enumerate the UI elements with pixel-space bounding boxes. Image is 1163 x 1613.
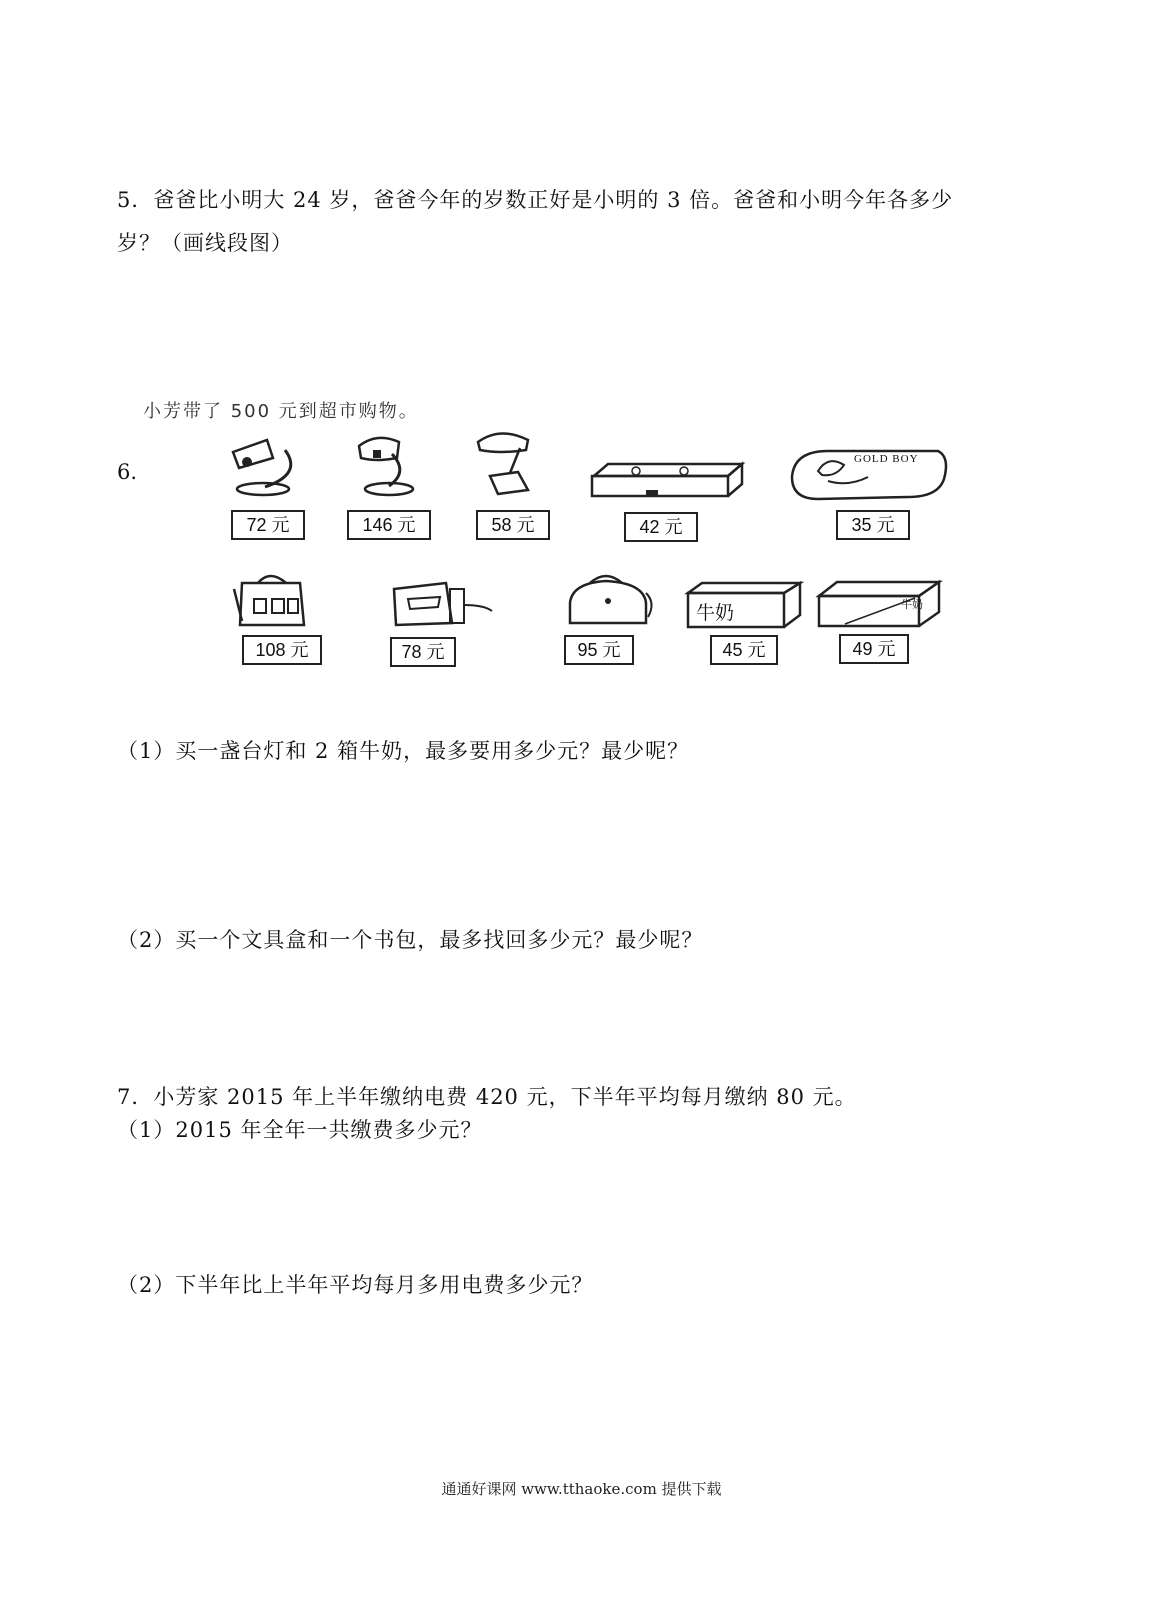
footer-text: 通通好课网 www.tthaoke.com 提供下载 <box>441 1480 722 1498</box>
desk-lamp-icon <box>347 432 437 502</box>
item-lamp-2 <box>347 432 437 542</box>
item-bag-3 <box>562 573 662 668</box>
q6-sub-2: （2）买一个文具盒和一个书包，最多找回多少元？最少呢？ <box>117 928 704 952</box>
price-tag: 146 元 <box>347 510 431 540</box>
item-pencil-case-2 <box>788 447 952 542</box>
q7-sub-2: （2）下半年比上半年平均每月多用电费多少元？ <box>117 1273 594 1297</box>
item-bag-2 <box>388 575 498 668</box>
price-tag: 72 元 <box>231 510 305 540</box>
gold-boy-logo: GOLD BOY <box>854 453 919 465</box>
desk-lamp-icon <box>470 428 560 502</box>
q6-number: 6. <box>117 460 138 484</box>
item-lamp-1 <box>225 432 315 542</box>
milk-label: 牛奶 <box>901 598 923 611</box>
q5-line-1: 5．爸爸比小明大 24 岁，爸爸今年的岁数正好是小明的 3 倍。爸爸和小明今年各多少 <box>117 188 954 212</box>
desk-lamp-icon <box>225 432 315 502</box>
item-lamp-3 <box>470 428 560 542</box>
school-bag-icon <box>230 573 330 633</box>
q7-line-1: 7．小芳家 2015 年上半年缴纳电费 420 元，下半年平均每月缴纳 80 元。 <box>117 1085 857 1109</box>
q6-sub-1: （1）买一盏台灯和 2 箱牛奶，最多要用多少元？最少呢？ <box>117 739 690 763</box>
price-tag: 95 元 <box>564 635 634 665</box>
milk-label: 牛奶 <box>696 602 735 624</box>
q5-line-2: 岁？（画线段图） <box>117 231 293 255</box>
item-pencil-case-1 <box>588 462 748 542</box>
pencil-case-icon <box>588 462 748 502</box>
item-milk-2 <box>815 580 945 668</box>
price-tag: 108 元 <box>242 635 322 665</box>
price-tag: 35 元 <box>836 510 910 540</box>
school-bag-icon <box>388 575 498 631</box>
item-bag-1 <box>230 573 330 668</box>
price-tag: 58 元 <box>476 510 550 540</box>
price-tag: 49 元 <box>839 634 909 664</box>
q6-intro: 小芳带了 500 元到超市购物。 <box>143 401 419 422</box>
milk-box-icon <box>815 580 945 630</box>
price-tag: 78 元 <box>390 637 456 667</box>
price-tag: 42 元 <box>624 512 698 542</box>
item-milk-1 <box>684 581 804 668</box>
q7-sub-1: （1）2015 年全年一共缴费多少元？ <box>117 1118 483 1142</box>
school-bag-icon <box>562 573 662 633</box>
price-tag: 45 元 <box>710 635 778 665</box>
